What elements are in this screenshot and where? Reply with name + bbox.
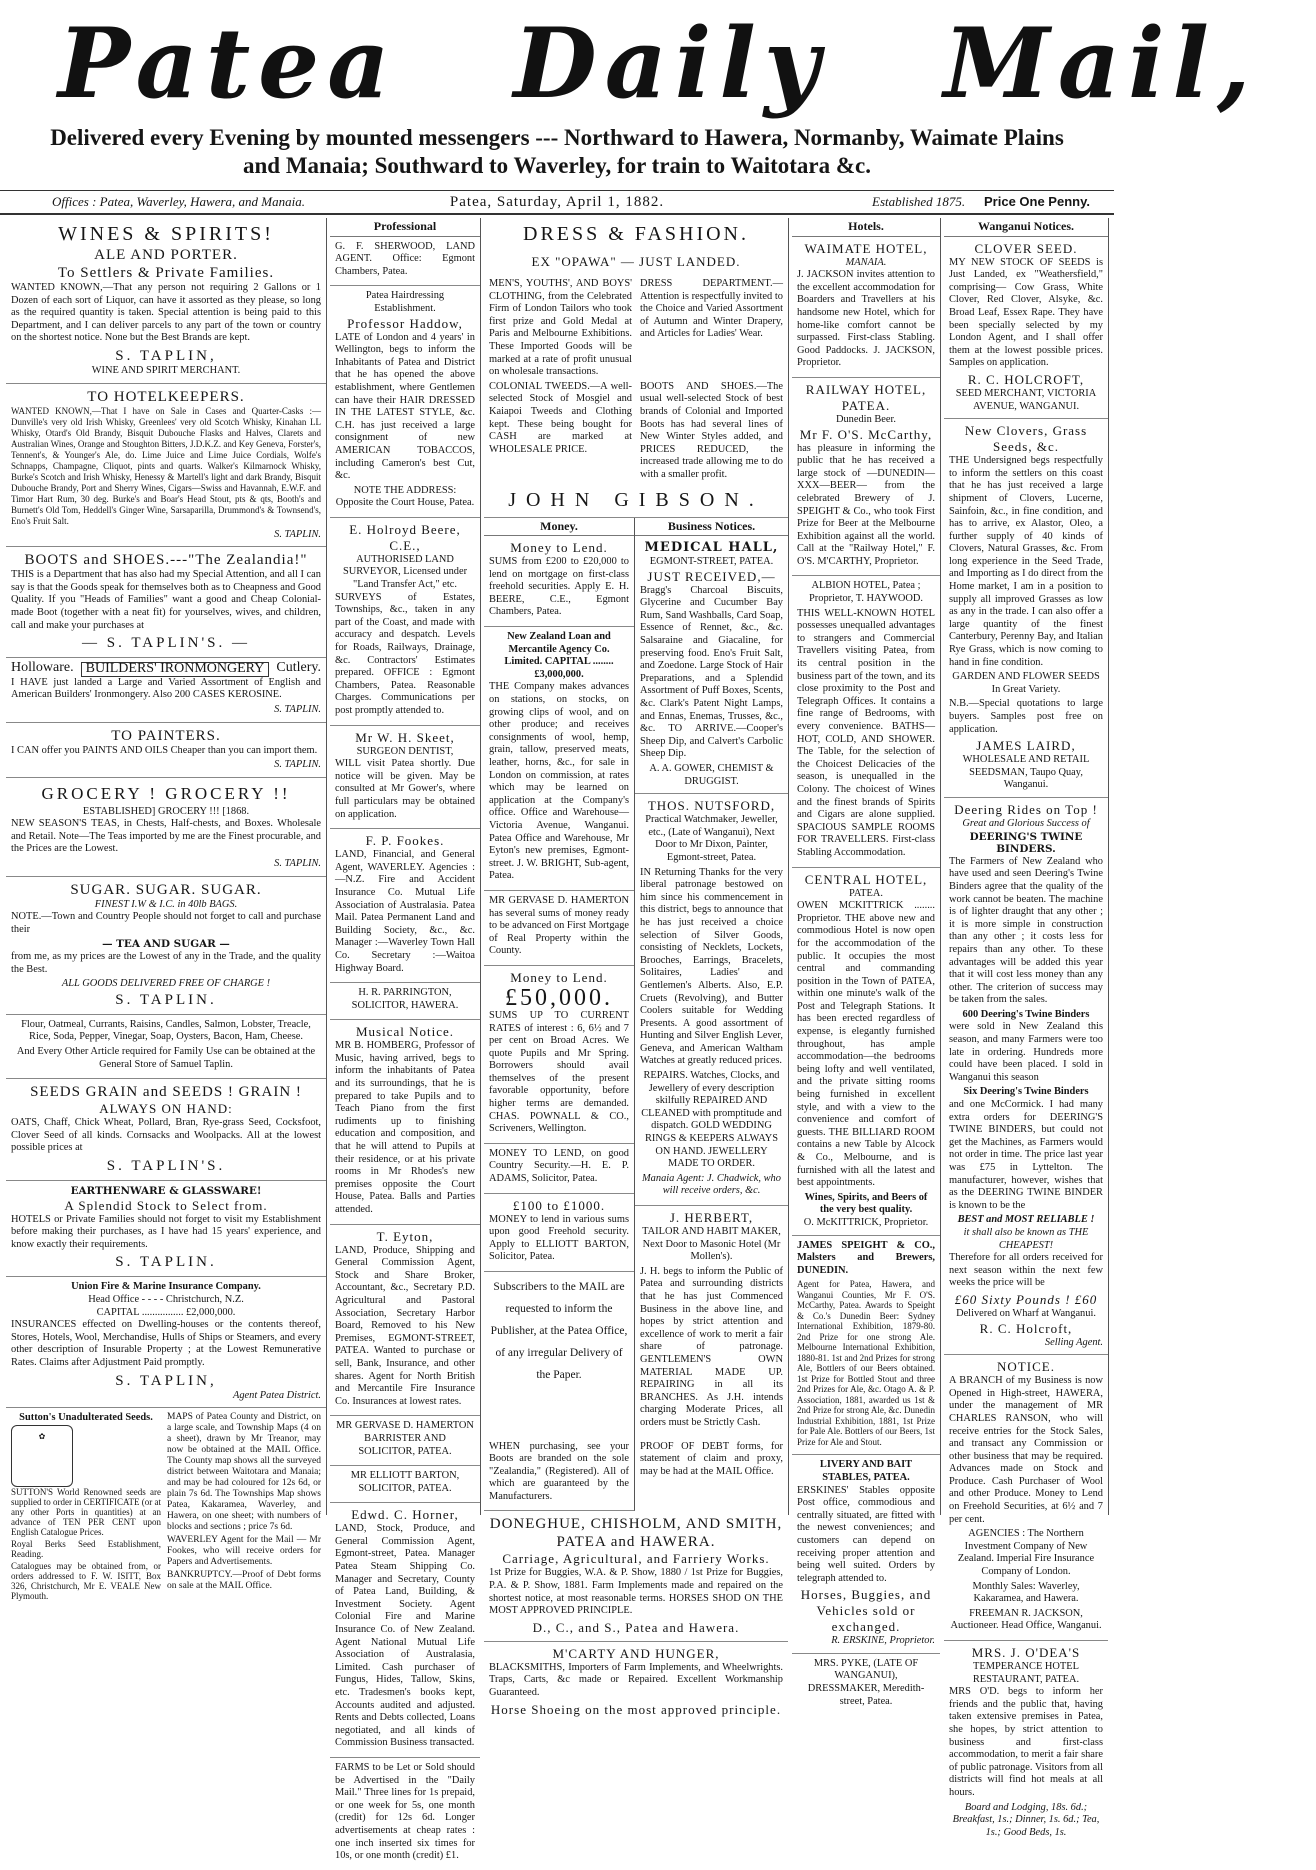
- dunedin-beer: Dunedin Beer.: [835, 413, 897, 425]
- garden-seeds: GARDEN AND FLOWER SEEDS In Great Variety.: [952, 671, 1100, 695]
- fookes-name: F. P. Fookes.: [365, 833, 445, 849]
- clover-body: MY NEW STOCK OF SEEDS is Just Landed, ex "Weathersfield," comprising— Cow Grass, White Clover, Red Clover, Alsyke, &c. Broad Leaf, Essex Rape. They have been specially selected by my London Agent, and I shall offer them at the lowest possible prices. Samples on application.: [949, 256, 1103, 369]
- sutton-catalogue: Catalogues may be obtained from, or orders addressed to F. W. ISITT, Box 326, Christchurch, Mr E. VEALE New Plymouth.: [11, 1560, 161, 1601]
- taplins-sig: — S. TAPLIN'S. —: [82, 635, 250, 652]
- sixty-pounds: £60 Sixty Pounds ! £60: [954, 1291, 1098, 1307]
- herbert-sub: TAILOR AND HABIT MAKER, Next Door to Masonic Hotel (Mr Mollen's).: [642, 1226, 781, 1263]
- subscribers-body: Subscribers to the MAIL are requested to inform the Publisher, at the Patea Office, of any irregular Delivery of the Paper.: [490, 1281, 628, 1381]
- haddow-name: Professor Haddow,: [347, 315, 463, 331]
- prizes-body: 1st Prize for Buggies, W.A. & P. Show, 1880 / 1st Prize for Buggies, P.A. & P. Show, 1881. Farm Implements made and repaired on the shortest notice, at most reasonable terms. HORSES SHOD ON THE MOST APPROVED PRINCIPLE.: [489, 1567, 783, 1617]
- sherwood: G. F. SHERWOOD, LAND AGENT. Office: Egmont Chambers, Patea.: [335, 240, 475, 277]
- column-taplin: [6, 218, 327, 1601]
- maps-body: MAPS of Patea County and District, on a large scale, and Township Maps (4 on a sheet), drawn by Mr Treanor, may now be obtained at the MAIL Office. The County map shows all the surveyed district between Waitotara and Manaia; and may be had coloured for 12s 6d, or plain 7s 6d. The Townships Map shows Patea, Kakaramea, Waverley, and Hawera, on one sheet; with numbers of blocks and sections ; price 7s 6d.: [167, 1412, 321, 1533]
- binders-body: The Farmers of New Zealand who have used and seen Deering's Twine Binders agree that the quality of the work cannot be beaten. The machine is of lighter draught that any other ; it is more simple in construction than any other ; it costs less for repairs than any other. To these advantages will be added this year that it will cost less money than any other. The criterion of success may be taken from the sales.: [949, 855, 1103, 1006]
- holloware: Holloware.: [11, 660, 74, 676]
- hotels-body: HOTELS or Private Families should not forget to visit my Establishment before making their purchases, as I have had 15 years' experience, and know exactly their requirements.: [11, 1213, 321, 1250]
- gibson-ad: [484, 218, 788, 518]
- union-heading: Union Fire & Marine Insurance Company.: [71, 1281, 261, 1293]
- hamerton-money: MR GERVASE D. HAMERTON has several sums of money ready to be advanced on First Mortgage of Real Property within the County.: [489, 894, 629, 957]
- agencies: AGENCIES : The Northern Investment Company of New Zealand. Imperial Fire Insurance Company of London.: [957, 1528, 1095, 1578]
- delivered-free: ALL GOODS DELIVERED FREE OF CHARGE !: [61, 978, 271, 990]
- splendid-stock: A Splendid Stock to Select from.: [64, 1197, 268, 1213]
- wanganui-heading: Wanganui Notices.: [944, 218, 1108, 237]
- farms-ad: [330, 1758, 480, 1870]
- mccarty-heading: M'CARTY AND HUNGER,: [552, 1645, 720, 1661]
- boots-ad: [6, 547, 326, 658]
- agent-district: Agent Patea District.: [232, 1389, 321, 1401]
- holcroft-name: R. C. HOLCROFT,: [967, 371, 1085, 387]
- eyton-name: T. Eyton,: [376, 1228, 434, 1244]
- hamerton: MR GERVASE D. HAMERTON BARRISTER AND SOLICITOR, PATEA.: [336, 1420, 474, 1457]
- tea-sugar: — TEA AND SUGAR —: [102, 938, 230, 951]
- mens-clothing: MEN'S, YOUTHS', AND BOYS' CLOTHING, from the Celebrated Firm of London Tailors who took first prize and Gold Medal at Paris and Melbourne Exhibitions. These Imported Goods will be marked at a rate of profit unusual on wholesale transactions.: [489, 278, 632, 378]
- eyton-ad: [330, 1225, 480, 1417]
- sutton-title: Sutton's Unadulterated Seeds.: [19, 1412, 153, 1424]
- professional-heading: Professional: [330, 218, 480, 237]
- mccarty-ad: [484, 1642, 788, 1723]
- grocery-established: ESTABLISHED] GROCERY !!! [1868.: [82, 805, 250, 817]
- lowest-prices: from me, as my prices are the Lowest of any in the Trade, and the quality the Best.: [11, 951, 321, 975]
- sutton-maps-ad: [6, 1408, 326, 1608]
- skeet-name: Mr W. H. Skeet,: [355, 729, 455, 745]
- sugar-heading: SUGAR. SUGAR. SUGAR.: [70, 881, 262, 898]
- odea-body: MRS O'D. begs to inform her friends and the public that, having taken extensive premises in Patea, she hopes, by strict attention to business and first-class accommodation, to merit a fair share of public patronage. Visitors from all districts will find hot meals at all hours.: [949, 1686, 1103, 1798]
- six-body: and one McCormick. I had many extra orders for DEERING'S TWINE BINDERS, but could not get the Machines, as Farmers would not order in time. The price last year was £75 in Lyttelton. The manufacturer, however, wishes that as the DEERING TWINE BINDER is known to be the: [949, 1099, 1103, 1211]
- homberg-ad: [330, 1020, 480, 1224]
- hundred-ad: [484, 1194, 634, 1272]
- central-ad: [792, 868, 940, 1236]
- subscribers-notice: [484, 1272, 634, 1393]
- ironmongery-ad: [6, 658, 326, 722]
- hairdressing: Patea Hairdressing Establishment.: [365, 290, 445, 314]
- deering-heading: Deering Rides on Top !: [954, 801, 1098, 817]
- skeet-body: WILL visit Patea shortly. Due notice will be given. May be consulted at Mr Gower's, where full particulars may be obtained on application.: [335, 758, 475, 820]
- great-success: Great and Glorious Success of: [962, 817, 1090, 829]
- masthead-title: [0, 0, 1259, 128]
- nz-loan-ad: [484, 627, 634, 891]
- beere-ad: [330, 518, 480, 726]
- delivery-banner: [0, 124, 1114, 180]
- horse-shoeing: Horse Shoeing on the most approved principle.: [490, 1701, 782, 1717]
- six-binders: Six Deering's Twine Binders: [963, 1086, 1089, 1098]
- zealandia-body: WHEN purchasing, see your Boots are branded on the sole "Zealandia," (Registered). All of which are guaranteed by the Manufacturers.: [489, 1440, 629, 1502]
- repairs: REPAIRS. Watches, Clocks, and Jewellery of every description skilfully REPAIRED AND CLEANED with promptitude and dispatch. GOLD WEDDING RINGS & KEEPERS ALWAYS ON HAND. JEWELLERY MADE TO ORDER.: [641, 1070, 782, 1170]
- speight-name: JAMES SPEIGHT & CO., Malsters and Brewers, DUNEDIN.: [797, 1239, 935, 1276]
- nutsford-body: IN Returning Thanks for the very liberal patronage bestowed on him since his commencement in this district, begs to announce that he has just received a choice selection of Silver Goods, consisting of Necklets, Lockets, Brooches, Earrings, Bracelets, Solitaires, Ladies' and Gentlemen's Alberts. Also, E.P. Cruets (Revolving), and Butter Coolers suitable for Wedding Presents. A good assortment of Hunting and Silver English Lever, Geneva, and American Waltham Watches at greatly reduced prices.: [640, 866, 783, 1067]
- fifty-thousand: £50,000.: [505, 984, 613, 1011]
- dcs-sig: D., C., and S., Patea and Hawera.: [532, 1619, 740, 1635]
- grain-heading: SEEDS GRAIN and SEEDS ! GRAIN !: [30, 1084, 302, 1101]
- dress-heading: DRESS & FASHION.: [523, 223, 749, 245]
- doneghue-heading: DONEGHUE, CHISHOLM, AND SMITH, PATEA and HAWERA.: [489, 1516, 783, 1551]
- taplin-sig-3: S. TAPLIN.: [274, 703, 321, 715]
- board-rates: Board and Lodging, 18s. 6d.; Breakfast, 1s.; Dinner, 1s. 6d.; Tea, 1s.; Good Beds, 1s.: [952, 1801, 1100, 1838]
- central-body: OWEN MCKITTRICK ........ Proprietor. THE above new and commodious Hotel is now open for the accommodation of the public. It occupies the most central and commanding position in the Town of PATEA, within one minute's walk of the Post and Telegraph Stations. It has been erected regardless of expense, is elegantly furnished throughout, has ample accommodation—the bedrooms being lofty and well ventilated, and the private sitting rooms being furnished in excellent style, and with a view to the convenience and comfort of guests. THE BILLIARD ROOM contains a new Table by Alcock & Co., Melbourne, and is furnished with all the latest and best appointments.: [797, 900, 935, 1189]
- new-clovers-heading: New Clovers, Grass Seeds, &c.: [964, 423, 1088, 455]
- homberg-body: MR B. HOMBERG, Professor of Music, having arrived, begs to inform the inhabitants of Patea and its surroundings, that he is prepared to take Pupils and to Teach Piano from the first rudiments up to finishing education and composition, and that he will attend to Pupils at their residence, or at his private rooms in Mr Rhodes's new premises opposite the Court House, Patea. Balls and Parties attended.: [335, 1040, 475, 1215]
- waimate-name: WAIMATE HOTEL,: [804, 240, 928, 256]
- herbert-name: J. HERBERT,: [669, 1210, 754, 1225]
- bankruptcy: BANKRUPTCY.—Proof of Debt forms on sale at the MAIL Office.: [167, 1570, 321, 1592]
- medical-hall-ad: [635, 536, 788, 794]
- best-reliable: BEST and MOST RELIABLE !: [957, 1214, 1095, 1226]
- laird-name: JAMES LAIRD,: [976, 738, 1076, 754]
- sums-body-1: SUMS from £200 to £20,000 to lend on mortgage on first-class freehold securities. Apply E. H. BEERE, C.E., Egmont Chambers, Patea.: [489, 556, 629, 618]
- masthead-word-3: Mail,: [943, 7, 1259, 120]
- central-name: CENTRAL HOTEL,: [804, 871, 928, 887]
- finest-bags: FINEST I.W & I.C. in 40lb BAGS.: [94, 898, 238, 910]
- gibson-sig: JOHN GIBSON.: [508, 488, 764, 511]
- seal-icon: ✿: [11, 1425, 73, 1487]
- albion-name: ALBION HOTEL, Patea ; Proprietor, T. HAYWOOD.: [809, 580, 923, 605]
- new-clovers-ad: [944, 419, 1108, 798]
- pyke-body: MRS. PYKE, (LATE OF WANGANUI), DRESSMAKER, Meredith-street, Patea.: [807, 1657, 925, 1707]
- union-insurance-ad: [6, 1277, 326, 1408]
- established: Established 1875.: [872, 194, 966, 209]
- speight-body: Agent for Patea, Hawera, and Wanganui Counties, Mr F. O'S. McCarthy, Patea. Awards to Speight & Co.'s Dunedin Beer: Sydney International Exhibition, 1879-80. 2nd Prize for one strong Ale. Melbourne International Exhibition, 1880-81. 1st and 2nd Prizes for strong Ale, Bottlers of our Beers obtained. 1st Prize for Bottled Stout and three 2nd Prizes for Ale, &c. Otago A. & P. Association, 1881, awarded us 1st & 2nd Prize for strong Ale, &c. Dunedin Industrial Exhibition, 1881, 1st Prize for Pale Ale. Bottlers of our Beers, 1st Prize for Ale and Stout.: [797, 1279, 935, 1447]
- odea-sub: TEMPERANCE HOTEL RESTAURANT, PATEA.: [972, 1661, 1080, 1685]
- offices: Offices : Patea, Waverley, Hawera, and Manaia.: [52, 194, 305, 209]
- clover-ad: [944, 237, 1108, 420]
- liquor-list: WANTED KNOWN,—That I have on Sale in Cases and Quarter-Casks :— Dunville's very old Irish Whisky, Greenlees' very old Scotch Whisky, Kinahan LL Whisky, Otard's Old Brandy, Bisquit Dubouche Flasks and Halves, Clarets and Australian Wines, Orange and Stoughton Bitters, J.D.K.Z. and Key Geneva, Forster's, Tennent's, & Younger's Ale, do. Lime Juice and Lime Juice Cordials, Wolfe's Schnapps, Champagne, Cliquot, pints and quarts. Walker's Kilmarnock Whisky, Burke's Scotch and Irish Whisky, Henessy & Martell's light and dark Brandy, Bisquit Dubouche Brandy, Port and Sherry Wines, Cigars—Swiss and Havannah, E.W.F. and Timor Hart Rum, 30 deg. Burke's and Boar's Head Stout, pts & qts, Booth's and Burnett's Old Tom, Heddell's Ginger Wine, Sarsaparilla, Drummond's & Townsend's, Eno's Fruit Salt.: [11, 405, 321, 526]
- oats-body: OATS, Chaff, Chick Wheat, Pollard, Bran, Rye-grass Seed, Cocksfoot, Clover Seed of all kinds. Cornsacks and Woolpacks. All at the lowest possible prices at: [11, 1117, 321, 1154]
- cheapest: it shall also be known as THE CHEAPEST!: [963, 1226, 1089, 1251]
- delivered-wharf: Delivered on Wharf at Wanganui.: [956, 1307, 1096, 1319]
- wines-heading: WINES & SPIRITS!: [58, 223, 274, 245]
- dress-department: DRESS DEPARTMENT.—Attention is respectfully invited to the Choice and Varied Assortment of Autumn and Winter Drapery, and Articles for Ladies' Wear.: [640, 278, 783, 340]
- hundred-heading: £100 to £1000.: [512, 1197, 606, 1213]
- manaia-agent: Manaia Agent: J. Chadwick, who will receive orders, &c.: [642, 1172, 781, 1197]
- taplin-sig-6: S. TAPLIN.: [115, 991, 217, 1008]
- adams-ad: [484, 1144, 634, 1194]
- general-store-ad: [6, 1015, 326, 1079]
- nutsford-ad: [635, 794, 788, 1206]
- mccarthy-body: has pleasure in informing the public that he has received a large stock of —DUNEDIN—XXX—BEER— from the celebrated Brewery of J. SPEIGHT & Co., who took First Prize for Beer at the Melbourne Exhibition against all the world. Call at the "Railway Hotel," F. O'S. M'CARTHY, Proprietor.: [797, 442, 935, 567]
- builders-box: BUILDERS' IRONMONGERY: [81, 662, 270, 677]
- taplins-sig-2: S. TAPLIN'S.: [106, 1157, 226, 1174]
- taplin-sig-2: S. TAPLIN.: [274, 528, 321, 540]
- general-store: And Every Other Article required for Family Use can be obtained at the General Store of Samuel Taplin.: [16, 1046, 316, 1070]
- money-column: [484, 518, 635, 1437]
- gibson-row-2: [489, 381, 783, 484]
- ironmongery-row: [11, 662, 321, 677]
- notice-body: A BRANCH of my Business is now Opened in High-street, HAWERA, under the management of MR CHARLES RANSON, who will receive entries for the Stock Sales, and transact any Commission or other business that may be required. Advances made on Stock and Produce. Cash Purchaser of Wool and other Produce. Money to Lend on Freehold Securities, at 6½ and 7 per cent.: [949, 1375, 1103, 1525]
- wanted-known-1: WANTED KNOWN,—That any person not requiring 2 Gallons or 1 Dozen of each sort of Liquor, can have it assorted as they please, so long as the required quantity is taken. Special attention is being paid to this Department, and I can deliver parcels to any part of the town or country on the shortest notice. None but the Best Brands are kept.: [11, 282, 321, 344]
- musical-notice: Musical Notice.: [355, 1024, 455, 1040]
- central-wines: Wines, Spirits, and Beers of the very best quality.: [804, 1191, 928, 1216]
- lend-ad-2: [484, 966, 634, 1144]
- sutton-est: Royal Berks Seed Establishment, Reading.: [11, 1538, 161, 1559]
- mckittrick-sig: O. McKITTRICK, Proprietor.: [803, 1216, 929, 1228]
- hotelkeepers-heading: TO HOTELKEEPERS.: [87, 388, 245, 405]
- laird-sub: WHOLESALE AND RETAIL SEEDSMAN, Taupo Quay, Wanganui.: [962, 754, 1090, 791]
- pyke-ad: [792, 1654, 940, 1715]
- masthead-word-1: Patea: [58, 7, 398, 120]
- horner-name: Edwd. C. Horner,: [351, 1507, 459, 1523]
- gower-sig: A. A. GOWER, CHEMIST & DRUGGIST.: [649, 763, 774, 787]
- farms-body: FARMS to be Let or Sold should be Advertised in the "Daily Mail." Three lines for 1s prepaid, or one week for 5s, one month (credit) for 12s 6d. Longer advertisements at cheap rates : one inch inserted six times for 10s, or one month (credit) £1.: [335, 1761, 475, 1862]
- therefore-body: Therefore for all orders received for next season within the next few weeks the price will be: [949, 1252, 1103, 1289]
- wines-ad: [6, 218, 326, 384]
- column-hotels: [792, 218, 941, 1707]
- cutlery: Cutlery.: [276, 660, 321, 676]
- parrington: H. R. PARRINGTON, SOLICITOR, HAWERA.: [351, 987, 459, 1011]
- livery-heading: LIVERY AND BAIT STABLES, PATEA.: [819, 1459, 913, 1483]
- herbert-body: J. H. begs to inform the Public of Patea and surrounding districts that he has just Commenced Business in the above line, and hopes by strict attention and excellence of work to merit a fair share of patronage. GENTLEMEN'S OWN MATERIAL MADE UP. REPAIRING in all its BRANCHES. As J.H. intends charging Moderate Prices, all orders must be Strictly Cash.: [640, 1265, 783, 1428]
- note-body: NOTE.—Town and Country People should not forget to call and purchase their: [11, 911, 321, 935]
- business-heading: Business Notices.: [635, 518, 788, 537]
- livery-ad: [792, 1455, 940, 1654]
- boots-shoes: BOOTS AND SHOES.—The usual well-selected Stock of best brands of Colonial and Imported Boots has had several lines of New Winter Styles added, and PRICES REDUCED, the increased trade allowing me to do with a smaller profit.: [640, 380, 783, 480]
- masthead-word-2: Daily: [513, 7, 828, 120]
- business-column: [635, 518, 788, 1437]
- insurances-body: INSURANCES effected on Dwelling-houses or the contents thereof, Stores, Hotels, Wool, Merchandise, Hulls of Ships or Steamers, and every other description of Insurable Property ; at the Lowest Remunerative Rates. Claims after Adjustment Paid promptly.: [11, 1319, 321, 1368]
- erskine-body: ERSKINES' Stables opposite Post office, commodious and centrally situated, are fitted with the newest conveniences; and customers can depend on receiving proper attention and being well suited. Orders by telegraph attended to.: [797, 1484, 935, 1584]
- doneghue-ad: [484, 1511, 788, 1641]
- erskine-sig: R. ERSKINE, Proprietor.: [831, 1635, 935, 1647]
- column-professional: [330, 218, 481, 1862]
- grocery-heading: GROCERY ! GROCERY !!: [41, 783, 291, 803]
- price: Price One Penny.: [984, 194, 1090, 209]
- taplin-sig-5: S. TAPLIN.: [274, 858, 321, 870]
- painters-heading: TO PAINTERS.: [111, 727, 221, 744]
- taplin-sig-4: S. TAPLIN.: [274, 759, 321, 771]
- opawa: EX "OPAWA" — JUST LANDED.: [531, 254, 741, 269]
- albion-ad: [792, 576, 940, 867]
- beere-name: E. Holroyd Beere, C.E.,: [349, 521, 461, 553]
- monthly-sales: Monthly Sales: Waverley, Kakaramea, and Hawera.: [972, 1580, 1080, 1605]
- always-on-hand: ALWAYS ON HAND:: [99, 1101, 233, 1117]
- waverley-agent: WAVERLEY Agent for the Mail — Mr Fookes, who will receive orders for Papers and Advertisements.: [167, 1535, 321, 1568]
- just-received: JUST RECEIVED,—: [647, 568, 776, 584]
- sutton-body: SUTTON'S World Renowned seeds are supplied to order in CERTIFICATE (or at any other Ports in quantities) at an advance of TEN PER CENT upon English Catalogue Prices.: [11, 1486, 161, 1537]
- earthenware-ad: [6, 1181, 326, 1277]
- holcroft-sig: R. C. Holcroft,: [979, 1320, 1073, 1336]
- painters-ad: [6, 723, 326, 778]
- money-business-split: [484, 518, 788, 1437]
- paints-body: I CAN offer you PAINTS AND OILS Cheaper than you can import them.: [11, 744, 318, 756]
- notice-heading: NOTICE.: [997, 1359, 1055, 1375]
- sold-600: 600 Deering's Twine Binders: [962, 1008, 1090, 1020]
- earthenware-heading: EARTHENWARE & GLASSWARE!: [70, 1184, 262, 1197]
- hotels-heading: Hotels.: [792, 218, 940, 237]
- received-body: Bragg's Charcoal Biscuits, Glycerine and Cucumber Bay Rum, Sand Washballs, Card Soap, Essence of Rennet, &c., &c. Salsaraine and Giacaline, for preserving food. Eno's Fruit Salt, and Zoedone. Large Stock of Hair Preparations, and a Splendid Assortment of Puff Boxes, Scents, &c. Clark's Patent Night Lamps, and Ennas, Enemas, Trusses, &c., &c. TO ARRIVE.—Cooper's Sheep Dip, and Calvert's Carbolic Sheep Dip.: [640, 584, 783, 760]
- haddow-ad: [330, 286, 480, 518]
- notice-ad: [944, 1355, 1108, 1641]
- proof-ad: [635, 1437, 788, 1512]
- central-town: PATEA.: [849, 887, 883, 899]
- waimate-body: J. JACKSON invites attention to the excellent accommodation for Boarders and Travellers at his handsome new Hotel, which for home-like comfort cannot be surpassed. First-class Stabling. Good Paddocks. J. JACKSON, Proprietor.: [797, 269, 935, 369]
- speight-ad: [792, 1236, 940, 1456]
- column-dress: [484, 218, 789, 1717]
- holcroft-sub: SEED MERCHANT, VICTORIA AVENUE, WANGANUI.: [955, 387, 1097, 412]
- nz-loan-heading: New Zealand Loan and Mercantile Agency Co. Limited. CAPITAL ........ £3,000,000.: [504, 631, 614, 680]
- odea-ad: [944, 1641, 1108, 1846]
- grocery-ad: [6, 778, 326, 877]
- lend-heading-2: Money to Lend.: [510, 969, 608, 985]
- parrington-ad: [330, 983, 480, 1020]
- herbert-ad: [635, 1206, 788, 1437]
- blacksmiths-body: BLACKSMITHS, Importers of Farm Implements, and Wheelwrights. Traps, Carts, &c made or Repaired. Excellent Workmanship Guaranteed.: [489, 1661, 783, 1699]
- medical-address: EGMONT-STREET, PATEA.: [649, 556, 774, 568]
- horses-buggies: Horses, Buggies, and Vehicles sold or exchanged.: [800, 1587, 932, 1635]
- lend-ad-1: [484, 536, 634, 627]
- settlers: To Settlers & Private Families.: [57, 265, 275, 281]
- railway-ad: [792, 378, 940, 577]
- eyton-body: LAND, Produce, Shipping and General Commission Agent, Stock and Share Broker, Accountant, &c., Secretary P.D. Agricultural and Pastoral Association, Secretary Harbor Board, Removed to his New Premises, EGMONT-STREET, PATEA. Wanted to purchase or sell, Bank, Insurance, and other shares. Agent for North British and Mercantile Fire Insurance Co. Insurances at lowest rates.: [335, 1244, 475, 1407]
- proof-body: PROOF OF DEBT forms, for statement of claim and proxy, may be had at the MAIL Office.: [640, 1440, 783, 1477]
- odea-name: MRS. J. O'DEA'S: [971, 1645, 1081, 1660]
- delivery-line-2: and Manaia; Southward to Waverley, for train to Waitotara &c.: [242, 153, 871, 178]
- railway-name: RAILWAY HOTEL, PATEA.: [805, 381, 927, 413]
- medical-hall: MEDICAL HALL,: [644, 540, 779, 556]
- maps-ad: [167, 1412, 321, 1603]
- waimate-ad: [792, 237, 940, 378]
- nb-note: N.B.—Special quotations to large buyers. Samples post free on application.: [949, 698, 1103, 735]
- horner-body: LAND, Stock, Produce, and General Commission Agent, Egmont-street, Patea. Manager Patea Steam Shipping Co. Manager and Secretary, County of Patea Land, Building, & Investment Society. Agent Colonial Fire and Marine Insurance Co. of New Zealand. Agent National Mutual Life Association of Australasia, Limited. Cash purchaser of Fungus, Hides, Tallow, Skins, etc. Tradesmen's books kept, Accounts audited and adjusted. Rents and Debts collected, Loans negotiated, and all kinds of Commission Business transacted.: [335, 1523, 475, 1749]
- haddow-address: NOTE THE ADDRESS: Opposite the Court House, Patea.: [335, 484, 475, 509]
- capital: CAPITAL ................ £2,000,000.: [96, 1306, 236, 1318]
- kerosine-body: I HAVE just landed a Large and Varied Assortment of English and American Builders' Ironmongery. Also 200 CASES KEROSINE.: [11, 676, 321, 701]
- gibson-row-1: [489, 278, 783, 381]
- grain-ad: [6, 1079, 326, 1181]
- fookes-ad: [330, 829, 480, 983]
- money-heading: Money.: [484, 518, 634, 537]
- nz-loan-body: THE Company makes advances on stations, on stocks, on growing clips of wool, and on other produce; and receives consignments of wool, hemp, grain, tallow, preserved meats, leather, horns, &c., for sale in London on commission, at rates which may be learned on application at the Company's office. Office and Warehouse—Victoria Avenue, Wanganui. Patea Office and Warehouse, Mr Eyton's new premises, Egmont-street. J. W. BRIGHT, Sub-agent, Patea.: [489, 681, 629, 882]
- hamerton-card: [330, 1416, 480, 1466]
- issue-date: Patea, Saturday, April 1, 1882.: [449, 194, 665, 210]
- taplin-sig: S. TAPLIN,: [115, 347, 217, 364]
- sutton-row: [11, 1412, 321, 1603]
- sherwood-ad: [330, 237, 480, 287]
- zealandia-proof-row: [484, 1437, 788, 1512]
- haddow-body: LATE of London and 4 years' in Wellington, begs to inform the Inhabitants of Patea and District that he has opened the above establishment, where Gentlemen can have their HAIR DRESSED IN THE LATEST STYLE, &c. C.H. has just received a large consignment of new AMERICAN TOBACCOS, including Cameron's best Cut, &c.: [335, 331, 475, 482]
- skeet-sub: SURGEON DENTIST,: [356, 745, 454, 757]
- taplin-sig-7: S. TAPLIN.: [115, 1254, 217, 1271]
- waimate-town: MANAIA.: [845, 256, 887, 268]
- teas-body: NEW SEASON'S TEAS, in Chests, Half-chests, and Boxes. Wholesale and Retail. Note—The Teas imported by me are the Finest procurable, and the Prices are the Lowest.: [11, 818, 321, 855]
- zealandia-ad: [484, 1437, 635, 1512]
- lend-heading-1: Money to Lend.: [510, 540, 608, 556]
- delivery-line-1: Delivered every Evening by mounted messengers --- Northward to Hawera, Normanby, Waimate Plains: [50, 125, 1064, 150]
- boots-body: THIS is a Department that has also had my Special Attention, and all I can say is that the Goods speak for themselves both as to Cheapness and Good Quality. If you "Heads of Families" want a good and Cheap Colonial-made Boot (together with a neat fit) for yourselves, wives, and children, call and make your purchases at: [11, 569, 321, 631]
- fookes-body: LAND, Financial, and General Agent, WAVERLEY. Agencies :—N.Z. Fire and Accident Insurance Co. Mutual Life Association of Australasia. Patea Mail. Patea Permanent Land and Building Society, &c., &c. Manager :—Waverley Town Hall Co. Secretary :—Waitoa Highway Board.: [335, 849, 475, 974]
- beere-sub: AUTHORISED LAND SURVEYOR, Licensed under "Land Transfer Act," etc.: [342, 553, 468, 591]
- nutsford-name: THOS. NUTSFORD,: [647, 798, 776, 814]
- clover-heading: CLOVER SEED.: [974, 240, 1078, 256]
- undersigned-body: THE Undersigned begs respectfully to inform the settlers on this coast that he has just received a large shipment of Clovers, Lucerne, Sainfoin, &c., in fine condition, and has to arrive, ex Alastor, Oleo, a further supply of 40 kinds of Clovers, Natural Grasses, &c. From long experience in the Seed Trade, and Importing as I do direct from the Home market, I am in a position to supply all improved Grasses as low as any in the trade. I can also offer a large quantity of the finest Canterbury, Perenny Bay, and Italian Rye Grass, which is now coming to hand in fine condition.: [949, 455, 1103, 668]
- colonial-tweeds: COLONIAL TWEEDS.—A well-selected Stock of Mosgiel and Kaiapoi Tweeds and Clothing kept. These being bought for CASH are marked at WHOLESALE PRICE.: [489, 380, 632, 455]
- taplin-sig-8: S. TAPLIN,: [115, 1372, 217, 1389]
- barton-card: [330, 1466, 480, 1503]
- boots-heading: BOOTS and SHOES.---"The Zealandia!": [24, 552, 308, 569]
- skeet-ad: [330, 726, 480, 830]
- twine-binders: DEERING'S TWINE BINDERS.: [969, 830, 1083, 856]
- albion-body: THIS WELL-KNOWN HOTEL possesses unequalled advantages to strangers and Commercial Travellers visiting Patea, from its central position in the business part of the town, and its close proximity to the Post and Telegraph Offices. It contains a fine range of Bedrooms, with every convenience. BATHS—HOT, COLD, AND SHOWER. The Table, for the selection of the Choicest Delicacies of the season, is unequalled in the Colony. The choicest of Wines and the finest brands of Spirits and Cigars are alone supplied. SPACIOUS SAMPLE ROOMS FOR TRAVELLERS. First-class Stabling Accommodation.: [797, 607, 935, 858]
- nutsford-sub: Practical Watchmaker, Jeweller, etc., (Late of Wanganui), Next Door to Mr Dixon, Painter, Egmont-street, Patea.: [645, 814, 778, 863]
- mccarthy-name: Mr F. O'S. McCarthy,: [799, 426, 933, 442]
- hamerton-money-ad: [484, 891, 634, 966]
- adams-body: MONEY TO LEND, on good Country Security.—H. E. P. ADAMS, Solicitor, Patea.: [489, 1147, 629, 1185]
- dateline: [0, 190, 1114, 215]
- sold-body: were sold in New Zealand this season, and many Farmers were too late in ordering. Hundreds more could have been placed. I sold in Wanganui this season: [949, 1021, 1103, 1083]
- selling-agent: Selling Agent.: [1044, 1336, 1103, 1348]
- jackson-sig: FREEMAN R. JACKSON, Auctioneer. Head Office, Wanganui.: [950, 1607, 1102, 1632]
- barton: MR ELLIOTT BARTON, SOLICITOR, PATEA.: [350, 1470, 460, 1494]
- merchant: WINE AND SPIRIT MERCHANT.: [91, 364, 241, 376]
- carriage-works: Carriage, Agricultural, and Farriery Works.: [502, 1551, 770, 1567]
- sugar-ad: [6, 877, 326, 1015]
- hotelkeepers-ad: [6, 384, 326, 548]
- hundred-body: MONEY to lend in various sums upon good Freehold security. Apply to ELLIOTT BARTON, Solicitor, Patea.: [489, 1213, 629, 1263]
- ale-porter: ALE AND PORTER.: [94, 247, 238, 263]
- column-wanganui: [944, 218, 1109, 1838]
- horner-ad: [330, 1503, 480, 1758]
- fifty-body: SUMS UP TO CURRENT RATES of interest : 6, 6½ and 7 per cent on Broad Acres. We quote Pupils and Mr Spring. Borrowers should avail themselves of the present favorable opportunity, before higher terms are demanded. CHAS. POWNALL & CO., Scriveners, Wellington.: [489, 1009, 629, 1135]
- flour-list: Flour, Oatmeal, Currants, Raisins, Candles, Salmon, Lobster, Treacle, Rice, Soda, Pepper, Vinegar, Soap, Oysters, Bacon, Ham, Cheese.: [21, 1018, 311, 1043]
- head-office: Head Office - - - - Christchurch, N.Z.: [88, 1293, 244, 1305]
- beere-body: SURVEYS of Estates, Townships, &c., taken in any part of the Coast, and made with accuracy and despatch. Levels for Roads, Railways, Drainage, &c. Contractors' Estimates prepared. OFFICE : Egmont Chambers, Patea. Reasonable Charges. Communications per post promptly attended to.: [335, 591, 475, 716]
- sutton-ad: [11, 1412, 161, 1603]
- deering-ad: [944, 798, 1108, 1355]
